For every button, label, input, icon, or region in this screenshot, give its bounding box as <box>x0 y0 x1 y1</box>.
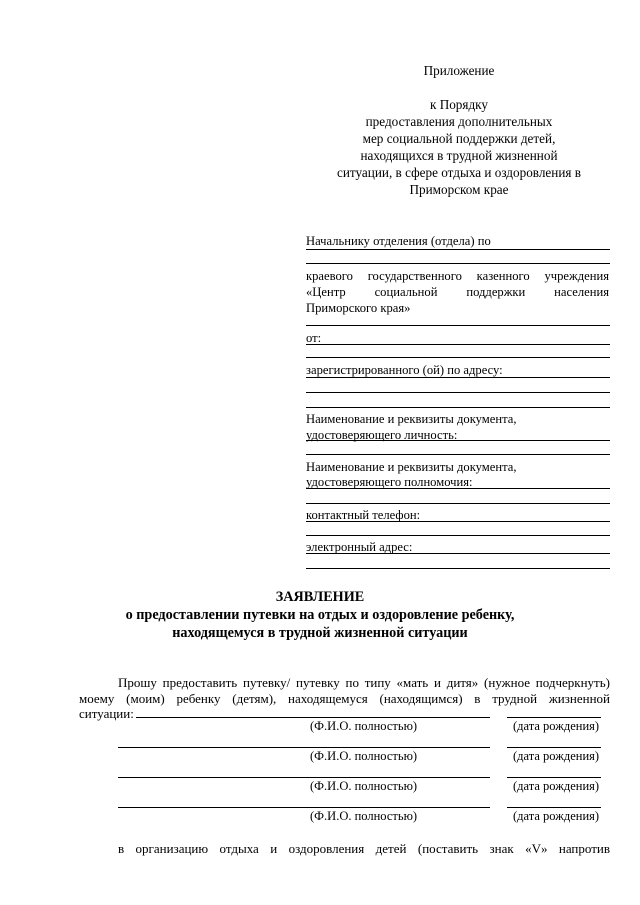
id-doc-field-line[interactable] <box>306 440 610 441</box>
auth-doc-label: Наименование и реквизиты документа, <box>306 460 517 474</box>
from-field-line[interactable] <box>306 344 610 345</box>
child-birth-field[interactable] <box>507 717 601 718</box>
id-doc-field-line[interactable] <box>306 454 610 455</box>
child-fio-field[interactable] <box>118 807 490 808</box>
annex-line: ситуации, в сфере отдыха и оздоровления в <box>337 165 581 180</box>
email-label: электронный адрес: <box>306 540 413 554</box>
auth-doc-field-line[interactable] <box>306 488 610 489</box>
auth-doc-label: удостоверяющего полномочия: <box>306 475 473 489</box>
birth-caption: (дата рождения) <box>513 809 600 823</box>
child-fio-field[interactable] <box>118 747 490 748</box>
address-field-line[interactable] <box>306 407 610 408</box>
body-line: ситуации: <box>79 706 134 721</box>
addressee-head-line <box>306 249 610 250</box>
body-line-organization: в организацию отдыха и оздоровления детей (поставить знак «V» напротив <box>118 841 610 856</box>
annex-line: находящихся в трудной жизненной <box>360 148 558 163</box>
id-doc-label: Наименование и реквизиты документа, <box>306 412 517 426</box>
id-doc-label: удостоверяющего личность: <box>306 428 458 442</box>
child-fio-field[interactable] <box>136 717 490 718</box>
addressee-org-line: краевого государственного казенного учреждения <box>306 269 609 283</box>
statement-title: ЗАЯВЛЕНИЕ <box>275 589 365 605</box>
fio-caption: (Ф.И.О. полностью) <box>310 749 418 763</box>
phone-field-line[interactable] <box>306 521 610 522</box>
fio-caption: (Ф.И.О. полностью) <box>310 719 418 733</box>
annex-line: предоставления дополнительных <box>365 114 553 129</box>
phone-label: контактный телефон: <box>306 508 421 522</box>
birth-caption: (дата рождения) <box>513 719 600 733</box>
org-blank-line <box>306 325 610 326</box>
statement-subtitle: находящемуся в трудной жизненной ситуации <box>172 625 468 641</box>
from-field-line[interactable] <box>306 357 610 358</box>
addressee-head: Начальнику отделения (отдела) по <box>306 234 491 248</box>
address-field-line[interactable] <box>306 377 610 378</box>
fio-caption: (Ф.И.О. полностью) <box>310 779 418 793</box>
child-birth-field[interactable] <box>507 807 601 808</box>
child-birth-field[interactable] <box>507 777 601 778</box>
addressee-blank-line <box>306 263 610 264</box>
birth-caption: (дата рождения) <box>513 749 600 763</box>
auth-doc-field-line[interactable] <box>306 503 610 504</box>
addressee-org-line: Приморского края» <box>306 301 411 315</box>
annex-line: Приморском крае <box>409 182 509 197</box>
annex-line: мер социальной поддержки детей, <box>362 131 556 146</box>
address-field-line[interactable] <box>306 392 610 393</box>
birth-caption: (дата рождения) <box>513 779 600 793</box>
address-label: зарегистрированного (ой) по адресу: <box>306 363 503 377</box>
from-label: от: <box>306 331 322 345</box>
body-line: моему (моим) ребенку (детям), находящемуся (находящимся) в трудной жизненной <box>79 691 610 706</box>
statement-subtitle: о предоставлении путевки на отдых и оздоровление ребенку, <box>125 607 515 623</box>
phone-field-line[interactable] <box>306 535 610 536</box>
addressee-org-line: «Центр социальной поддержки населения <box>306 285 609 299</box>
body-line: Прошу предоставить путевку/ путевку по типу «мать и дитя» (нужное подчеркнуть) <box>118 675 610 690</box>
annex-line: к Порядку <box>429 97 488 112</box>
email-field-line[interactable] <box>306 553 610 554</box>
child-fio-field[interactable] <box>118 777 490 778</box>
email-field-line[interactable] <box>306 568 610 569</box>
annex-title: Приложение <box>423 63 495 78</box>
child-birth-field[interactable] <box>507 747 601 748</box>
fio-caption: (Ф.И.О. полностью) <box>310 809 418 823</box>
